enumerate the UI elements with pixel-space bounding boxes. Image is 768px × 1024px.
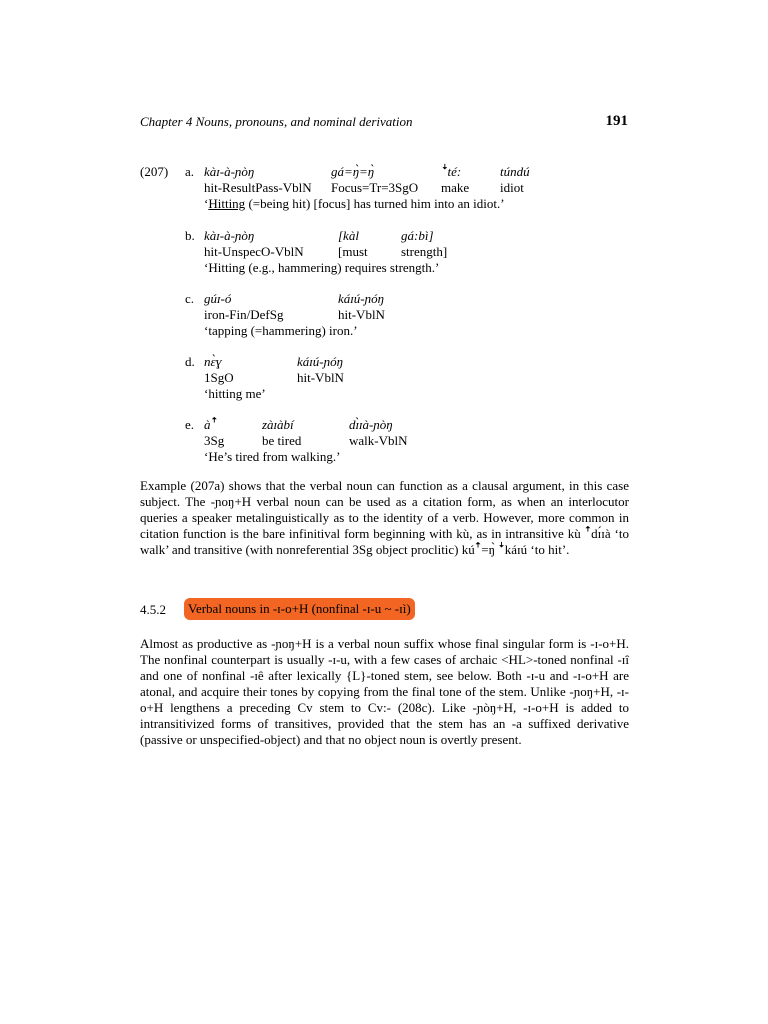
sub-example-letter: a.: [185, 164, 195, 179]
gloss-morpheme: Focus=Tr=3SgO: [331, 180, 419, 195]
gloss-word: túndú: [500, 164, 530, 179]
body-paragraph: Almost as productive as -ɲoŋ+H is a verbal noun suffix whose final singular form is -ɪ-o+H. The nonfinal counterpart is usually -ɪ-u, with a few cases of archaic <HL>-toned nonfinal -ɪî and one of nonfinal -ɪê after lexically {L}-toned stem, see below. Both -ɪ-u and -ɪ-o+H are atonal, and acquire their tones by copying from the final tone of the stem. Unlike -ɲoŋ+H, -ɪ-o+H lengthens a preceding Cv stem to Cv:- (208c). Like -ɲòŋ+H, -ɪ-o+H is added to intransitivized forms of transitives, provided that the stem has an -a suffixed derivative (passive or unspecified-object) and that no object noun is overtly present.: [140, 636, 629, 747]
gloss-word: zàɪàbí: [262, 417, 294, 432]
gloss-morpheme: 3Sg: [204, 433, 225, 448]
gloss-morpheme: make: [441, 180, 470, 195]
gloss-morpheme: be tired: [262, 433, 302, 448]
gloss-morpheme: hit-UnspecO-VblN: [204, 244, 304, 259]
gloss-morpheme: hit-VblN: [297, 370, 344, 385]
sub-example-letter: c.: [185, 291, 195, 306]
gloss-word: ꜜté:: [441, 164, 462, 179]
gloss-word: kàɪ-à-ɲòŋ: [204, 228, 255, 243]
body-paragraph: Example (207a) shows that the verbal noun can function as a clausal argument, in this case subject. The -ɲoŋ+H verbal noun can be used as a citation form, as when an interlocutor queries a speaker metalinguistically as to the identity of a verb. However, more common in citation function is the bare infinitival form beginning with kù, as in intransitive kù ꜛdɪ́ɪà ‘to walk’ and transitive (with nonreferential 3Sg object proclitic) kúꜛ=ŋ̀ ꜜkáɪú ‘to hit’.: [140, 478, 629, 557]
page-number: 191: [605, 113, 628, 129]
free-translation: ‘He’s tired from walking.’: [204, 449, 341, 464]
section-title-highlighted: Verbal nouns in -ɪ-o+H (nonfinal -ɪ-u ~ -ɪì): [184, 598, 415, 620]
section-number: 4.5.2: [140, 602, 166, 617]
free-translation: ‘tapping (=hammering) iron.’: [204, 323, 358, 338]
gloss-word: dɪ̀ɪà-ɲòŋ: [349, 417, 393, 432]
gloss-morpheme: strength]: [401, 244, 448, 259]
free-translation: ‘Hitting (=being hit) [focus] has turned him into an idiot.’: [204, 196, 505, 211]
gloss-morpheme: walk-VblN: [349, 433, 408, 448]
sub-example-letter: b.: [185, 228, 195, 243]
gloss-morpheme: 1SgO: [204, 370, 234, 385]
gloss-morpheme: [must: [338, 244, 368, 259]
gloss-word: nɛ̀ɣ: [204, 354, 222, 369]
gloss-word: [kàl: [338, 228, 359, 243]
gloss-morpheme: hit-VblN: [338, 307, 385, 322]
sub-example-letter: e.: [185, 417, 195, 432]
running-header: [140, 114, 628, 132]
example-number: (207): [140, 164, 169, 179]
sub-example-letter: d.: [185, 354, 195, 369]
gloss-word: gá=ŋ̀=ŋ̀: [331, 164, 375, 179]
gloss-word: káɪú-ɲóŋ: [297, 354, 343, 369]
gloss-morpheme: hit-ResultPass-VblN: [204, 180, 312, 195]
gloss-word: kàɪ-à-ɲòŋ: [204, 164, 255, 179]
gloss-morpheme: iron-Fin/DefSg: [204, 307, 284, 322]
free-translation: ‘Hitting (e.g., hammering) requires strength.’: [204, 260, 440, 275]
free-translation: ‘hitting me’: [204, 386, 266, 401]
chapter-title: Chapter 4 Nouns, pronouns, and nominal derivation: [140, 114, 413, 129]
gloss-morpheme: idiot: [500, 180, 524, 195]
gloss-word: àꜛ: [204, 417, 217, 432]
gloss-word: gá:bì]: [401, 228, 434, 243]
gloss-word: káɪú-ɲóŋ: [338, 291, 384, 306]
gloss-word: gúɪ-ó: [204, 291, 232, 306]
